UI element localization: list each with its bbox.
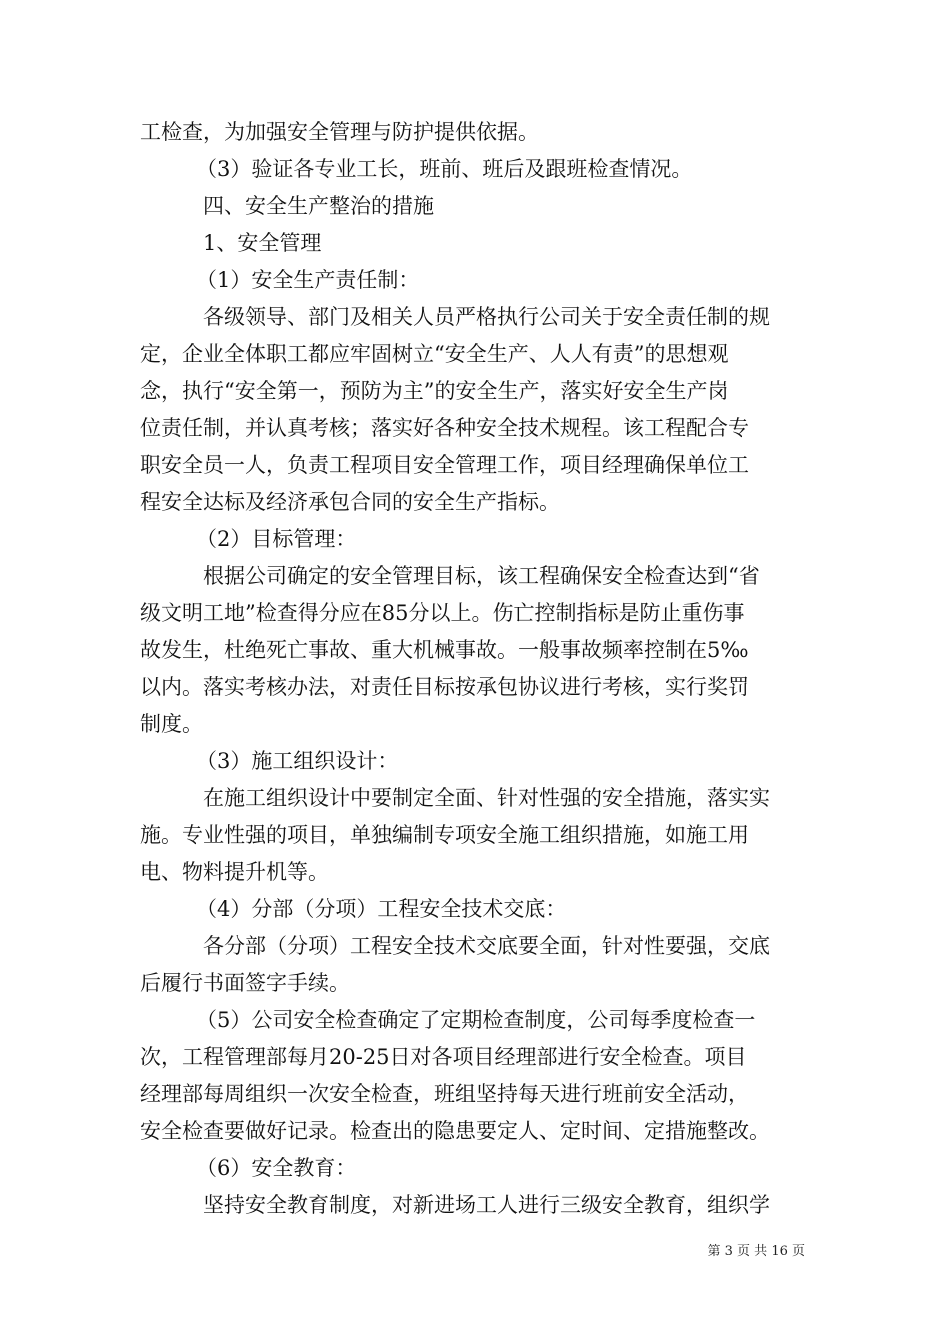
text-line: 以内。落实考核办法，对责任目标按承包协议进行考核，实行奖罚	[140, 675, 749, 699]
text-line: 定，企业全体职工都应牢固树立“安全生产、人人有责”的思想观	[140, 342, 729, 366]
text-line: 各级领导、部门及相关人员严格执行公司关于安全责任制的规	[203, 305, 770, 329]
text-line: 施。专业性强的项目，单独编制专项安全施工组织措施，如施工用	[140, 823, 749, 847]
page-number: 第 3 页 共 16 页	[707, 1244, 805, 1259]
text-line: 位责任制，并认真考核；落实好各种安全技术规程。该工程配合专	[140, 416, 749, 440]
text-line: 级文明工地”检查得分应在85分以上。伤亡控制指标是防止重伤事	[140, 601, 745, 625]
section-heading: 四、安全生产整治的措施	[203, 194, 434, 218]
text-line: 在施工组织设计中要制定全面、针对性强的安全措施，落实实	[203, 786, 770, 810]
text-line: 坚持安全教育制度，对新进场工人进行三级安全教育，组织学	[203, 1193, 770, 1217]
text-line: 经理部每周组织一次安全检查，班组坚持每天进行班前安全活动，	[140, 1082, 749, 1106]
text-line: 电、物料提升机等。	[140, 860, 329, 884]
text-line: 根据公司确定的安全管理目标，该工程确保安全检查达到“省	[203, 564, 760, 588]
item-heading: （4）分部（分项）工程安全技术交底：	[196, 897, 567, 921]
text-line: 各分部（分项）工程安全技术交底要全面，针对性要强，交底	[203, 934, 770, 958]
text-line: （3）验证各专业工长，班前、班后及跟班检查情况。	[196, 157, 693, 181]
text-line: 职安全员一人，负责工程项目安全管理工作，项目经理确保单位工	[140, 453, 749, 477]
subsection-heading: 1、安全管理	[203, 231, 322, 255]
item-heading: （1）安全生产责任制：	[196, 268, 420, 292]
text-line: 故发生，杜绝死亡事故、重大机械事故。一般事故频率控制在5‰	[140, 638, 749, 662]
document-body	[140, 114, 816, 1224]
text-line: 次，工程管理部每月20-25日对各项目经理部进行安全检查。项目	[140, 1045, 747, 1069]
item-heading: （3）施工组织设计：	[196, 749, 399, 773]
item-heading: （6）安全教育：	[196, 1156, 357, 1180]
text-line: 制度。	[140, 712, 203, 736]
text-line: 程安全达标及经济承包合同的安全生产指标。	[140, 490, 560, 514]
text-line: 工检查，为加强安全管理与防护提供依据。	[140, 120, 539, 144]
text-line: 后履行书面签字手续。	[140, 971, 350, 995]
page-footer	[0, 1240, 950, 1259]
text-line: （5）公司安全检查确定了定期检查制度，公司每季度检查一	[196, 1008, 756, 1032]
text-line: 安全检查要做好记录。检查出的隐患要定人、定时间、定措施整改。	[140, 1119, 770, 1143]
text-line: 念，执行“安全第一，预防为主”的安全生产，落实好安全生产岗	[140, 379, 729, 403]
item-heading: （2）目标管理：	[196, 527, 357, 551]
